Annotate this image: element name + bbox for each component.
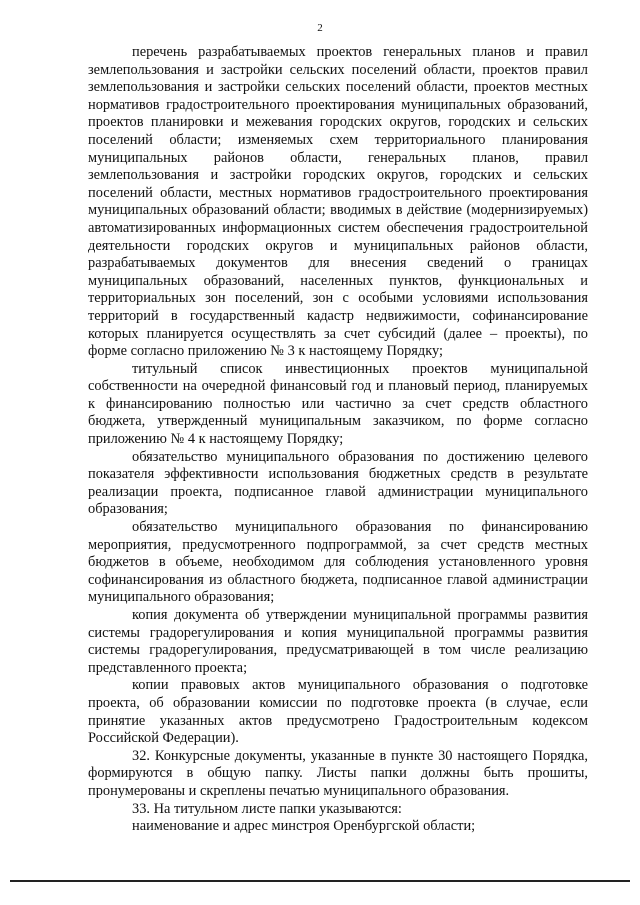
page-number: 2 (317, 22, 323, 34)
paragraph-clause-32: 32. Конкурсные документы, указанные в пункте 30 настоящего Порядка, формируются в общую папку. Листы папки должны быть прошиты, пронумерованы и скреплены печатью муниципального образования. (88, 747, 588, 799)
bottom-divider (10, 880, 630, 882)
paragraph-financing-obligation: обязательство муниципального образования по финансированию мероприятия, предусмотренного подпрограммой, за счет средств местных бюджетов в объеме, необходимом для соблюдения установленного уровня софинансирования из областного бюджета, подписанное главой администрации муниципального образования; (88, 519, 588, 606)
paragraph-project-list: перечень разрабатываемых проектов генеральных планов и правил землепользования и застройки сельских поселений области, проектов правил землепользования и застройки сельских поселений области, проектов местных нормативов градостроительного проектирования муниципальных образований, проектов планировки и межевания городских округов, городских и сельских поселений области; изменяемых схем территориального планирования муниципальных районов области, генеральных планов, правил землепользования и застройки городских округов, городских и сельских поселений области, местных нормативов градостроительного проектирования муниципальных образований области; вводимых в действие (модернизируемых) автоматизированных информационных систем обеспечения градостроительной деятельности городских округов и муниципальных районов области, разрабатываемых документов для внесения сведений о границах муниципальных образований, населенных пунктов, функциональных и территориальных зон поселений, зон с особыми условиями использования территорий в государственный кадастр недвижимости, софинансирование которых планируется осуществлять за счет субсидий (далее – проекты), по форме согласно приложению № 3 к настоящему Порядку; (88, 44, 588, 360)
paragraph-clause-33: 33. На титульном листе папки указываются: (132, 800, 402, 817)
paragraph-ministry-name: наименование и адрес минстроя Оренбургской области; (132, 818, 476, 835)
paragraph-target-obligation: обязательство муниципального образования по достижению целевого показателя эффективности использования бюджетных средств в результате реализации проекта, подписанное главой администрации муниципального образования; (88, 448, 588, 518)
paragraph-title-list: титульный список инвестиционных проектов муниципальной собственности на очередной финансовый год и плановый период, планируемых к финансированию полностью или частично за счет средств областного бюджета, утвержденный муниципальным заказчиком, по форме согласно приложению № 4 к настоящему Порядку; (88, 360, 588, 448)
paragraph-program-copy: копия документа об утверждении муниципальной программы развития системы градорегулирования и копия муниципальной программы развития системы градорегулирования, предусматривающей в том числе реализацию представленного проекта; (88, 607, 588, 676)
paragraph-legal-acts-copy: копии правовых актов муниципального образования о подготовке проекта, об образовании комиссии по подготовке проекта (в случае, если принятие указанных актов предусмотрено Градостроительным кодексом Российской Федерации). (88, 677, 588, 747)
document-body (88, 44, 588, 836)
